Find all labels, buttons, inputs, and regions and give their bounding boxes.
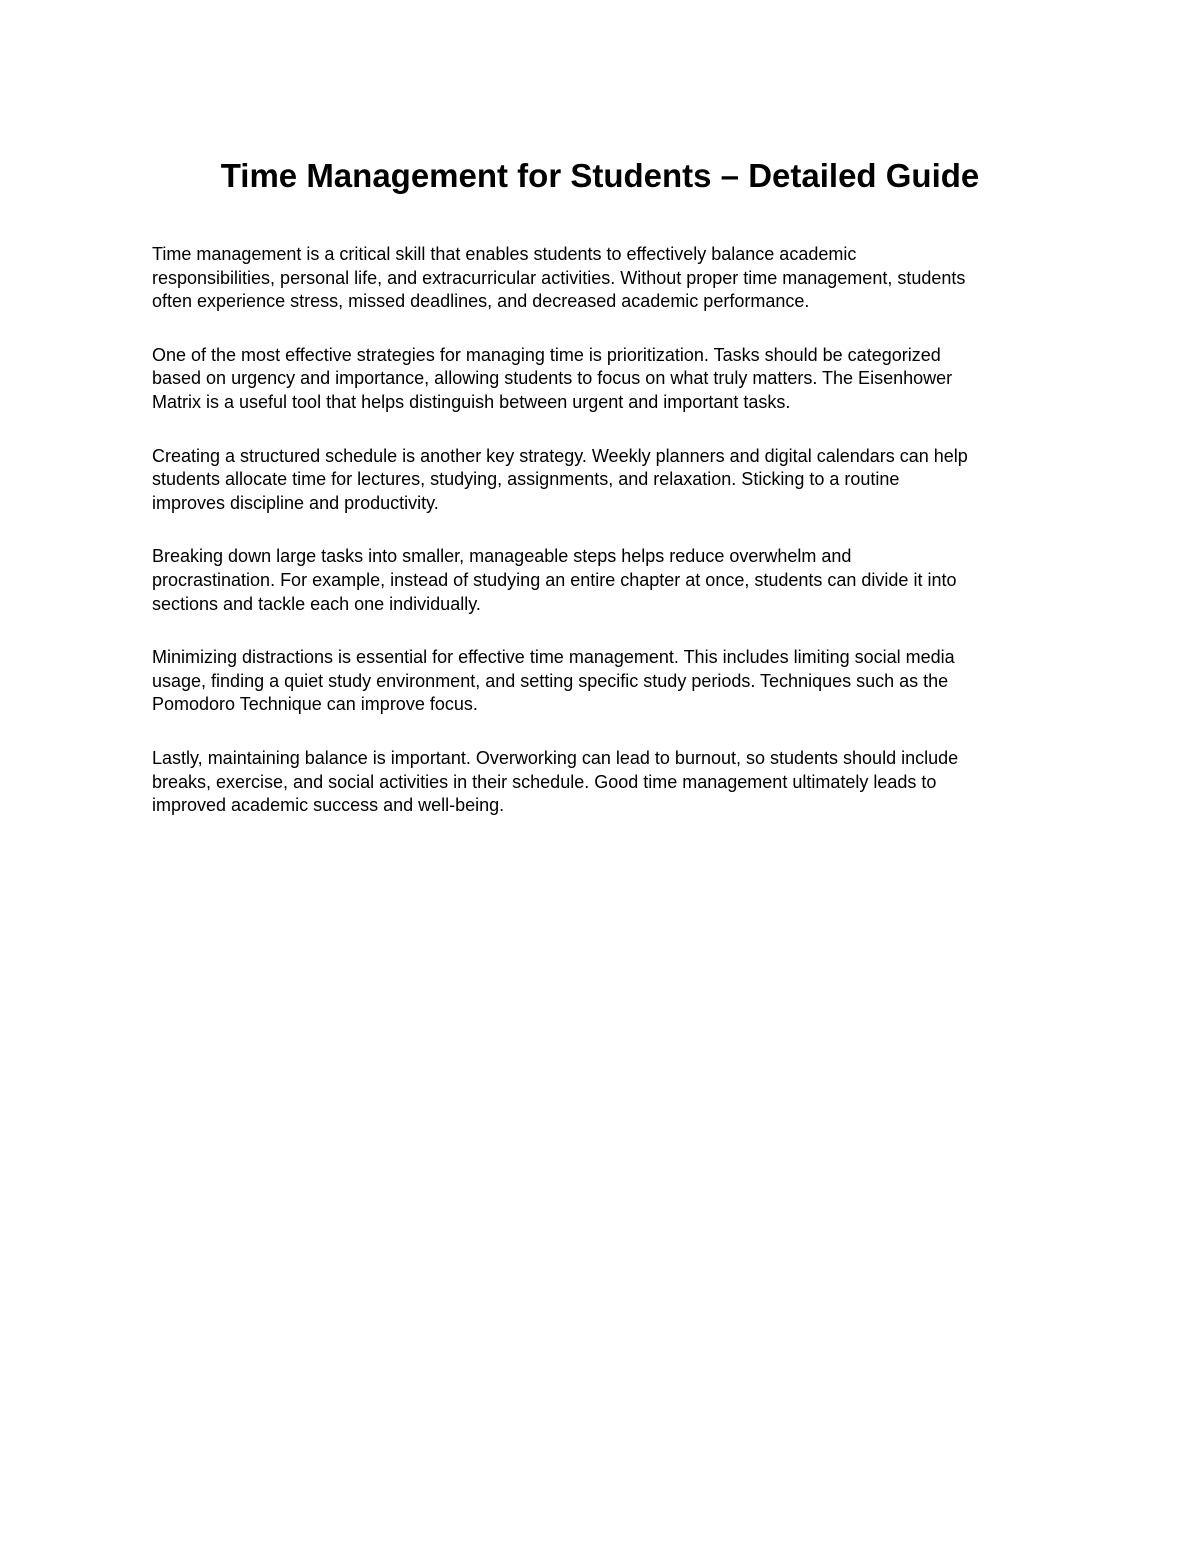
paragraph-line: usage, finding a quiet study environment, and setting specific study periods. Techniques such as the xyxy=(152,670,949,691)
paragraph-line: Lastly, maintaining balance is important. Overworking can lead to burnout, so students should include xyxy=(152,747,959,768)
paragraph-balance xyxy=(152,747,1052,818)
paragraph-line: Matrix is a useful tool that helps distinguish between urgent and important tasks. xyxy=(152,391,791,412)
paragraph-line: breaks, exercise, and social activities in their schedule. Good time management ultimately leads to xyxy=(152,771,937,792)
paragraph-line: based on urgency and importance, allowing students to focus on what truly matters. The Eisenhower xyxy=(152,368,953,389)
paragraph-line: improves discipline and productivity. xyxy=(152,492,439,513)
paragraph-breaking-tasks xyxy=(152,545,1052,616)
paragraph-intro xyxy=(152,243,1052,314)
paragraph-line: Creating a structured schedule is another key strategy. Weekly planners and digital calendars can help xyxy=(152,445,968,466)
document-body xyxy=(152,243,1052,848)
paragraph-line: Breaking down large tasks into smaller, manageable steps helps reduce overwhelm and xyxy=(152,546,852,567)
paragraph-schedule xyxy=(152,445,1052,516)
paragraph-line: sections and tackle each one individually. xyxy=(152,593,481,614)
document-title: Time Management for Students – Detailed Guide xyxy=(220,157,980,194)
paragraph-line: Minimizing distractions is essential for effective time management. This includes limiting social media xyxy=(152,647,955,668)
paragraph-prioritization xyxy=(152,344,1052,415)
paragraph-line: One of the most effective strategies for managing time is prioritization. Tasks should be categorized xyxy=(152,344,941,365)
paragraph-line: responsibilities, personal life, and extracurricular activities. Without proper time management, students xyxy=(152,267,966,288)
paragraph-line: procrastination. For example, instead of studying an entire chapter at once, students can divide it into xyxy=(152,569,957,590)
paragraph-distractions xyxy=(152,646,1052,717)
paragraph-line: Pomodoro Technique can improve focus. xyxy=(152,694,478,715)
paragraph-line: students allocate time for lectures, studying, assignments, and relaxation. Sticking to a routine xyxy=(152,469,900,490)
paragraph-line: Time management is a critical skill that enables students to effectively balance academic xyxy=(152,244,857,264)
paragraph-line: often experience stress, missed deadlines, and decreased academic performance. xyxy=(152,291,810,312)
paragraph-line: improved academic success and well-being. xyxy=(152,795,505,816)
